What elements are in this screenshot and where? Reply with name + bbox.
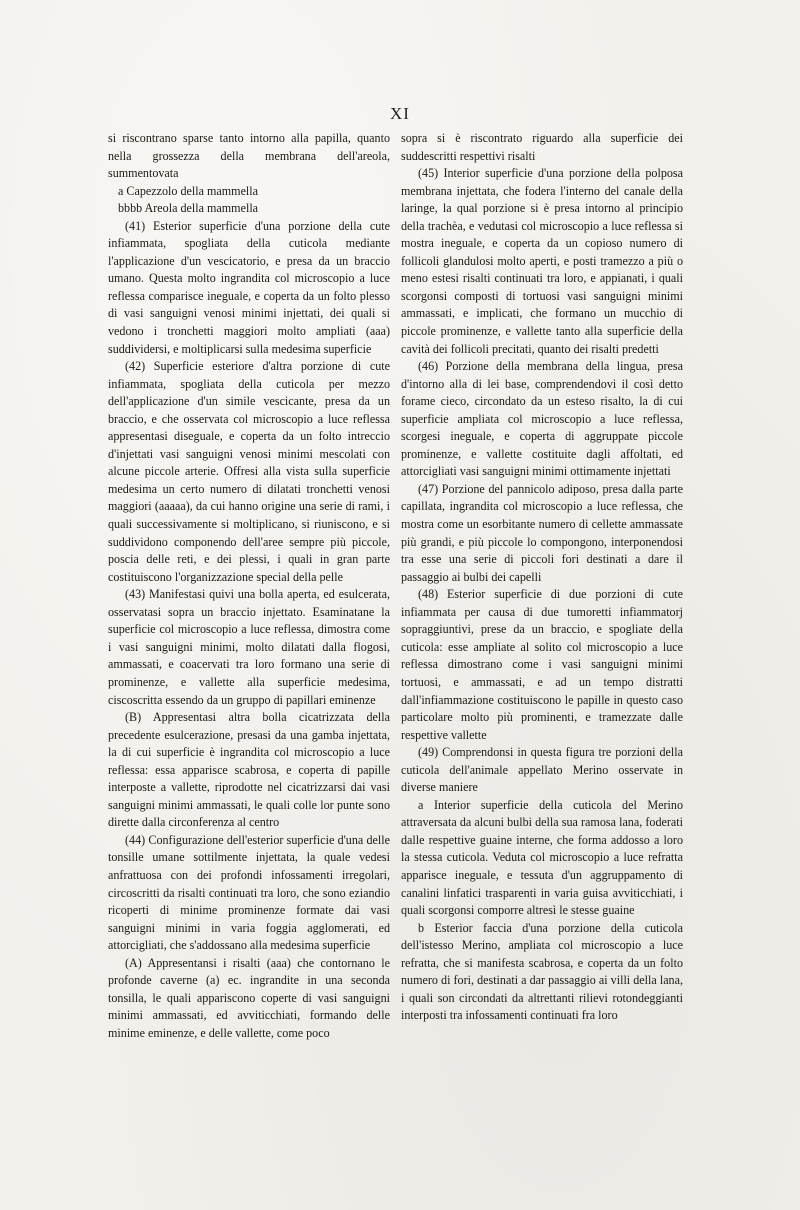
figure-description: (A) Appresentansi i risalti (aaa) che contornano le profonde caverne (a) ec. ingrandite in una seconda tonsilla, le quali appariscono coperte di vasi sanguigni minimi ammassati, ed avviticchiati, formando delle minime eminenze, e delle vallette, come poco [108,955,390,1040]
legend-item: bbbb Areola della mammella [118,201,259,216]
paragraph: si riscontrano sparse tanto intorno alla papilla, quanto nella grossezza della membrana dell'areola, summentovata [108,131,390,181]
figure-description: (B) Appresentasi altra bolla cicatrizzata della precedente esulcerazione, presasi da una gamba injettata, la di cui superficie è ingrandita col microscopio a luce reflessa: essa apparisce scabrosa, e coperta di papille interposte a vallette, riprodotte nel cicatrizzarsi dai vasi sanguigni minimi ammassati, le quali colle lor punte sono dirette dalla circonferenza al centro [108,710,390,830]
figure-description: (49) Comprendonsi in questa figura tre porzioni della cuticola dell'animale appellato Merino osservate in diverse maniere [401,745,683,795]
right-text-column [401,130,683,1025]
figure-description: a Interior superficie della cuticola del Merino attraversata da alcuni bulbi della sua ramosa lana, foderati dalle respettive guaine interne, che forma addosso a loro la stessa cuticola. Veduta col microscopio a luce refratta apparisce ineguale, e tessuta d'un aggruppamento di canalini linfatici trasparenti in varia guisa avviticchiati, i quali scorgonsi comporre altresì le stesse guaine [401,797,683,918]
figure-description: (41) Esterior superficie d'una porzione della cute infiammata, spogliata della cuticola mediante l'applicazione d'un vescicatorio, e presa da un braccio umano. Questa molto ingrandita col microscopio a luce reflessa comparisce ineguale, e coperta da un folto plesso di vasi sanguigni venosi minimi injettati, dei quali si vedono i tronchetti maggiori molto ampliati (aaa) suddividersi, e moltiplicarsi sulla medesima superficie [108,218,390,356]
figure-description: (44) Configurazione dell'esterior superficie d'una delle tonsille umane sottilmente injettata, la quale vedesi anfrattuosa con dei profondi infossamenti irregolari, circoscritti da risalti continuati tra loro, che sono eziandio ricoperti di minime prominenze formate dai vasi sanguigni minimi in varia foggia agglomerati, ed attorcigliati, che s'addossano alla medesima superficie [108,832,390,953]
legend-item: a Capezzolo della mammella [118,183,259,198]
page-number: XI [390,104,410,123]
figure-description: (43) Manifestasi quivi una bolla aperta, ed esulcerata, osservatasi sopra un braccio injettato. Esaminatane la superficie col microscopio a luce reflessa, dimostra come i vasi sanguigni minimi, molto dilatati dalla flogosi, ammassati, e coacervati tra loro formano una serie di prominenze, e vallette alla superficie medesima, ciscoscritta essendo da un gruppo di papillari eminenze [108,587,390,707]
figure-description: (48) Esterior superficie di due porzioni di cute infiammata per causa di due tumoretti infiammatorj sopraggiuntivi, prese da un braccio, e spogliate della cuticola: esse ampliate al solito col microscopio a luce reflessa dimostrano come i vasi sanguigni minimi tortuosi, e ammassati, e ad un tempo distratti dall'infiammazione costituiscono le papille in questo caso particolare molto più prominenti, e tramezzate dalle respettive vallette [401,587,683,742]
paragraph: sopra si è riscontrato riguardo alla superficie dei suddescritti respettivi risalti [401,131,683,163]
figure-description: (42) Superficie esteriore d'altra porzione di cute infiammata, spogliata della cuticola per mezzo dell'applicazione d'un simile vescicante, presa da un braccio, e che osservata col microscopio a luce reflessa appresentasi diseguale, e coperta da un folto intreccio d'injettati vasi sanguigni venosi minimi mescolati con alcune piccole arterie. Offresi alla vista sulla superficie medesima un certo numero di dilatati tronchetti venosi maggiori (aaaaa), da cui hanno origine una serie di rami, i quali successivamente si moltiplicano, si riuniscono, e si suddividono componendo dell'aree sempre più piccole, poscia delle reti, e dei plessi, i quali in gran parte costituiscono l'organizzazione special della pelle [108,359,390,584]
figure-description: (45) Interior superficie d'una porzione della polposa membrana injettata, che fodera l'interno del canale della laringe, la qual porzione si è presa intorno al principio della trachèa, e vedutasi col microscopio a luce reflessa si mostra ineguale, e coperta da un copioso numero di follicoli glandulosi molto aperti, e posti tramezzo a più o meno estesi risalti continuati tra loro, e appianati, i quali scorgonsi composti di tortuosi vasi sanguigni minimi ammassati, e implicati, che formano un mucchio di piccole prominenze, e vallette tanto alla superficie della cavità dei follicoli precitati, quanto dei risalti predetti [401,166,683,356]
left-text-column [108,130,390,1042]
figure-description: (46) Porzione della membrana della lingua, presa d'intorno alla di lei base, comprendendovi il così detto forame cieco, circondato da un esteso risalto, la di cui superficie ampliata col microscopio a luce reflessa, scorgesi ineguale, e coperta di aggruppate piccole prominenze, e vallette costituite dagli affoltati, ed attorcigliati vasi sanguigni minimi ottimamente injettati [401,359,683,479]
figure-description: (47) Porzione del pannicolo adiposo, presa dalla parte capillata, ingrandita col microscopio a luce reflessa, che mostra come un esorbitante numero di cellette ammassate più grandi, e più piccole lo compongono, interponendosi tra esse una serie di piccoli fori destinati a dare il passaggio ai bulbi dei capelli [401,481,683,584]
figure-description: b Esterior faccia d'una porzione della cuticola dell'istesso Merino, ampliata col microscopio a luce refratta, che si manifesta scabrosa, e coperta da un folto numero di fori, destinati a dar passaggio ai villi della lana, i quali son circondati da altrettanti rilievi rotondeggianti interposti tra infossamenti continuati fra loro [401,920,683,1023]
